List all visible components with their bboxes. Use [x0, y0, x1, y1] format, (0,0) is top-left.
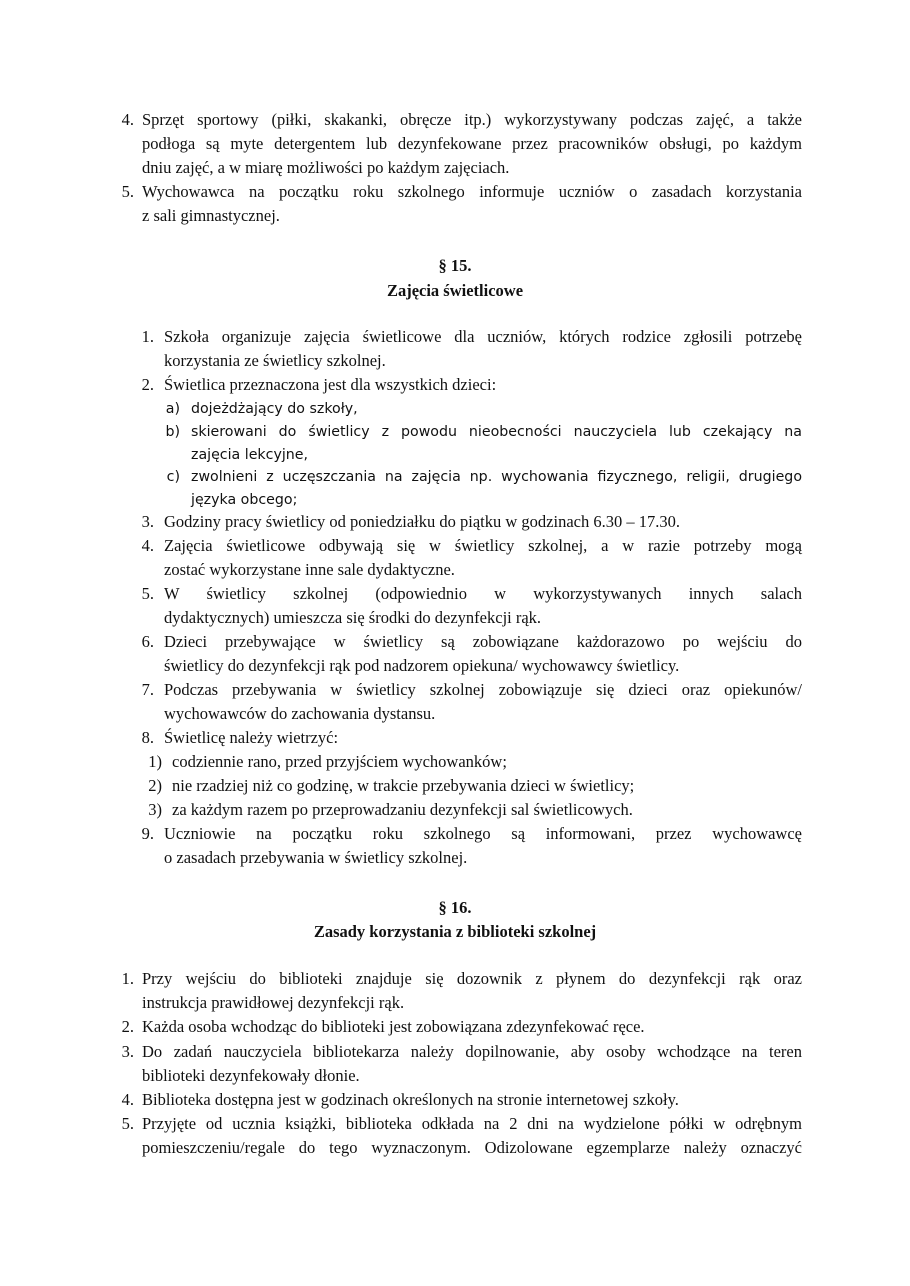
list-item-line: zajęcia lekcyjne,	[191, 447, 309, 463]
list-item-line: nie rzadziej niż co godzinę, w trakcie przebywania dzieci w świetlicy;	[172, 776, 635, 795]
list-item-line: dydaktycznych) umieszcza się środki do dezynfekcji rąk.	[164, 608, 542, 627]
list-item-line: Każda osoba wchodząc do biblioteki jest zobowiązana zdezynfekować ręce.	[142, 1017, 645, 1036]
list-item-line: podłoga są myte detergentem lub dezynfekowane przez pracowników obsługi, po każdym	[142, 134, 802, 153]
list-item-line: Zajęcia świetlicowe odbywają się w świetlicy szkolnej, a w razie potrzeby mogą	[164, 536, 802, 555]
list-subnumber: 1)	[148, 752, 162, 771]
list-number: 7.	[141, 680, 154, 699]
list-item-line: W świetlicy szkolnej (odpowiednio w wykorzystywanych innych salach	[164, 584, 802, 603]
list-item-line: codziennie rano, przed przyjściem wychowanków;	[172, 752, 507, 771]
section-title: Zasady korzystania z biblioteki szkolnej	[313, 922, 597, 941]
list-item-line: Szkoła organizuje zajęcia świetlicowe dla uczniów, których rodzice zgłosili potrzebę	[164, 327, 802, 346]
list-subnumber: 2)	[148, 776, 162, 795]
list-item-line: Przyjęte od ucznia książki, biblioteka odkłada na 2 dni na wydzielone półki w odrębnym	[142, 1114, 802, 1133]
list-letter: a)	[165, 401, 180, 417]
list-item-line: Biblioteka dostępna jest w godzinach określonych na stronie internetowej szkoły.	[142, 1090, 679, 1109]
list-number: 8.	[141, 728, 154, 747]
list-item-line: Świetlicę należy wietrzyć:	[164, 728, 339, 747]
list-item-line: korzystania ze świetlicy szkolnej.	[164, 351, 386, 370]
list-number: 9.	[141, 824, 154, 843]
list-number: 3.	[141, 512, 154, 531]
list-item-line: Podczas przebywania w świetlicy szkolnej zobowiązuje się dzieci oraz opiekunów/	[164, 680, 802, 699]
list-item-line: biblioteki dezynfekowały dłonie.	[142, 1066, 360, 1085]
list-item-line: z sali gimnastycznej.	[142, 206, 280, 225]
list-number: 6.	[141, 632, 154, 651]
list-subnumber: 3)	[148, 800, 162, 819]
list-item-line: Uczniowie na początku roku szkolnego są informowani, przez wychowawcę	[164, 824, 802, 843]
list-item-line: instrukcja prawidłowej dezynfekcji rąk.	[142, 993, 405, 1012]
list-item-line: świetlicy do dezynfekcji rąk pod nadzorem opiekuna/ wychowawcy świetlicy.	[164, 656, 680, 675]
list-item-line: wychowawców do zachowania dystansu.	[164, 704, 436, 723]
list-item-line: pomieszczeniu/regale do tego wyznaczonym. Odizolowane egzemplarze należy oznaczyć	[142, 1138, 802, 1157]
list-item-line: dojeżdżający do szkoły,	[191, 401, 358, 417]
list-number: 1.	[141, 327, 154, 346]
list-item-line: zwolnieni z uczęszczania na zajęcia np. wychowania fizycznego, religii, drugiego	[191, 469, 802, 485]
list-letter: c)	[166, 469, 180, 485]
list-item-line: Świetlica przeznaczona jest dla wszystkich dzieci:	[164, 375, 497, 394]
list-number: 4.	[121, 110, 134, 129]
list-number: 3.	[121, 1042, 134, 1061]
list-item-line: Wychowawca na początku roku szkolnego informuje uczniów o zasadach korzystania	[142, 182, 802, 201]
list-number: 2.	[121, 1017, 134, 1036]
list-item-line: języka obcego;	[191, 492, 298, 508]
section-title: Zajęcia świetlicowe	[386, 281, 524, 300]
list-item-line: zostać wykorzystane inne sale dydaktyczne.	[164, 560, 455, 579]
list-number: 2.	[141, 375, 154, 394]
list-number: 4.	[141, 536, 154, 555]
section-number: § 15.	[438, 256, 472, 275]
list-item-line: dniu zajęć, a w miarę możliwości po każdym zajęciach.	[142, 158, 510, 177]
list-item-line: Sprzęt sportowy (piłki, skakanki, obręcze itp.) wykorzystywany podczas zajęć, a także	[142, 110, 802, 129]
list-item-line: za każdym razem po przeprowadzaniu dezynfekcji sal świetlicowych.	[172, 800, 633, 819]
list-number: 1.	[121, 969, 134, 988]
section-number: § 16.	[438, 898, 472, 917]
list-number: 5.	[121, 182, 134, 201]
list-item-line: Do zadań nauczyciela bibliotekarza należy dopilnowanie, aby osoby wchodzące na teren	[142, 1042, 802, 1061]
list-number: 4.	[121, 1090, 134, 1109]
list-item-line: Godziny pracy świetlicy od poniedziałku do piątku w godzinach 6.30 – 17.30.	[164, 512, 680, 531]
list-item-line: o zasadach przebywania w świetlicy szkolnej.	[164, 848, 468, 867]
list-item-line: skierowani do świetlicy z powodu nieobecności nauczyciela lub czekający na	[191, 424, 802, 440]
list-item-line: Przy wejściu do biblioteki znajduje się dozownik z płynem do dezynfekcji rąk oraz	[142, 969, 802, 988]
list-item-line: Dzieci przebywające w świetlicy są zobowiązane każdorazowo po wejściu do	[164, 632, 802, 651]
list-letter: b)	[165, 424, 180, 440]
list-number: 5.	[121, 1114, 134, 1133]
list-number: 5.	[141, 584, 154, 603]
